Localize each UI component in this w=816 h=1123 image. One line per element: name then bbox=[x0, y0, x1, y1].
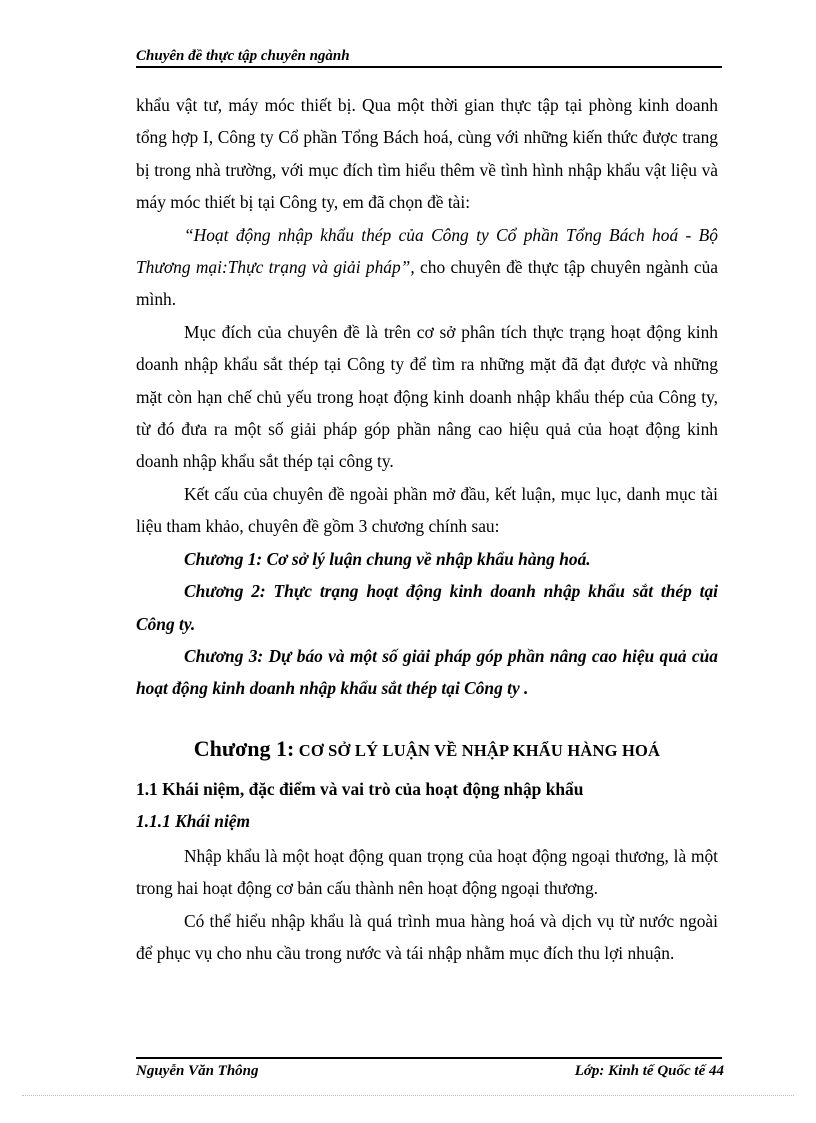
topic-paragraph bbox=[136, 219, 718, 316]
intro-body bbox=[136, 89, 718, 705]
chapter-list-item: Chương 1: Cơ sở lý luận chung về nhập khẩu hàng hoá. bbox=[184, 548, 591, 569]
footer-rule bbox=[136, 1057, 722, 1059]
header-rule bbox=[136, 66, 722, 68]
section-paragraph: Có thể hiểu nhập khẩu là quá trình mua hàng hoá và dịch vụ từ nước ngoài để phục vụ cho nhu cầu trong nước và tái nhập nhằm mục đích thu lợi nhuận. bbox=[136, 910, 718, 964]
section-body bbox=[136, 840, 718, 970]
subsection-heading: 1.1.1 Khái niệm bbox=[136, 811, 251, 831]
topic-quote: “Hoạt động nhập khẩu thép của Công ty Cổ phần Tổng Bách hoá - Bộ Thương mại:Thực trạng và giải pháp”, bbox=[136, 224, 718, 278]
chapter-list-item: Chương 2: Thực trạng hoạt động kinh doanh nhập khẩu sắt thép tại Công ty. bbox=[136, 581, 718, 634]
chapter-heading-title: CƠ SỞ LÝ LUẬN VỀ NHẬP KHẨU HÀNG HOÁ bbox=[294, 741, 661, 760]
section-paragraph: Nhập khẩu là một hoạt động quan trọng của hoạt động ngoại thương, là một trong hai hoạt động cơ bản cấu thành nên hoạt động ngoại thương. bbox=[136, 846, 718, 899]
footer-class: Lớp: Kinh tế Quốc tế 44 bbox=[574, 1063, 724, 1079]
chapter-heading bbox=[136, 736, 718, 762]
section-heading: 1.1 Khái niệm, đặc điểm và vai trò của hoạt động nhập khẩu bbox=[136, 779, 584, 799]
page-bottom-edge bbox=[22, 1095, 794, 1096]
purpose-paragraph: Mục đích của chuyên đề là trên cơ sở phân tích thực trạng hoạt động kinh doanh nhập khẩu sắt thép tại Công ty để tìm ra những mặt đã đạt được và những mặt còn hạn chế chủ yếu trong hoạt động kinh doanh nhập khẩu thép của Công ty, từ đó đưa ra một số giải pháp góp phần nâng cao hiệu quả của hoạt động kinh doanh nhập khẩu sắt thép tại công ty. bbox=[136, 321, 718, 472]
footer-author: Nguyễn Văn Thông bbox=[136, 1063, 259, 1079]
topic-tail: cho chuyên đề thực tập chuyên ngành của mình. bbox=[136, 257, 718, 310]
chapter-list-item: Chương 3: Dự báo và một số giải pháp góp phần nâng cao hiệu quả của hoạt động kinh doanh nhập khẩu sắt thép tại Công ty . bbox=[136, 645, 718, 699]
intro-paragraph: khẩu vật tư, máy móc thiết bị. Qua một thời gian thực tập tại phòng kinh doanh tổng hợp I, Công ty Cổ phần Tổng Bách hoá, cùng với những kiến thức được trang bị trong nhà trường, với mục đích tìm hiểu thêm về tình hình nhập khẩu vật liệu và máy móc thiết bị tại Công ty, em đã chọn đề tài: bbox=[136, 95, 718, 213]
chapter-heading-label: Chương 1: bbox=[193, 736, 295, 761]
structure-paragraph: Kết cấu của chuyên đề ngoài phần mở đầu, kết luận, mục lục, danh mục tài liệu tham khảo, chuyên đề gồm 3 chương chính sau: bbox=[136, 483, 718, 537]
page-header-title: Chuyên đề thực tập chuyên ngành bbox=[136, 48, 350, 64]
